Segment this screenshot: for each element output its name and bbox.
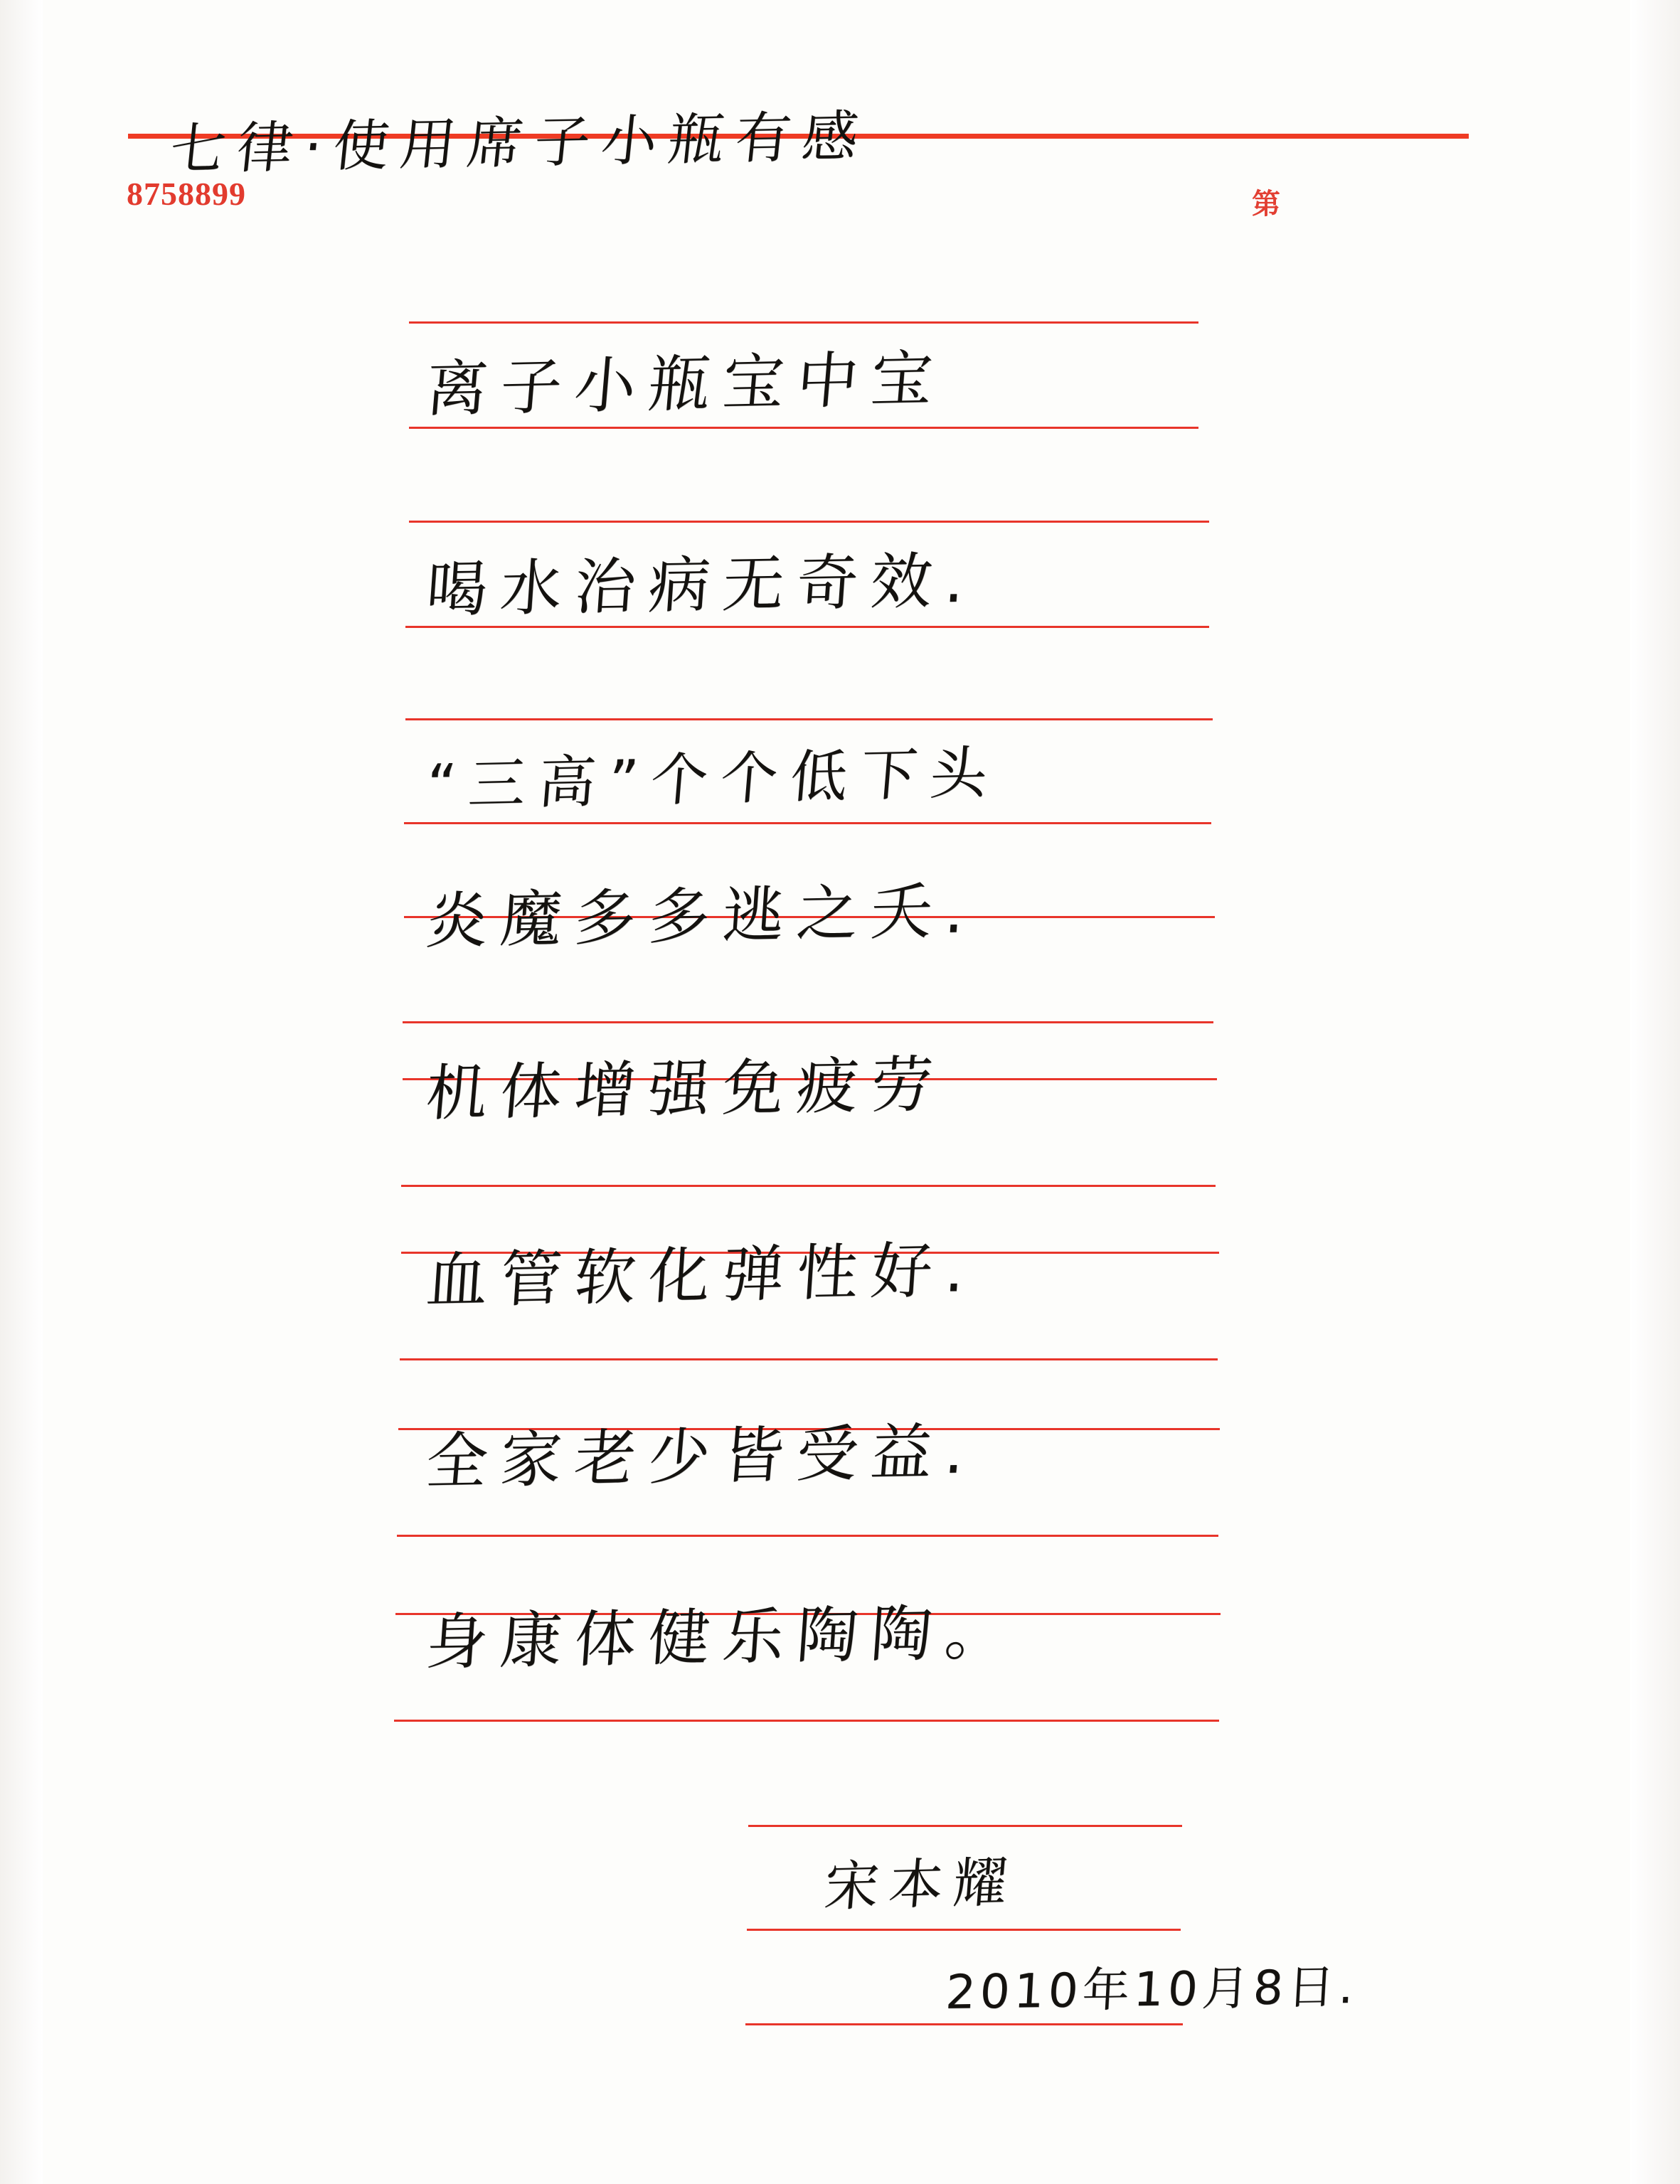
rule-line-1a	[409, 321, 1198, 324]
poem-line-5: 机体增强免疲劳	[422, 1049, 948, 1129]
rule-line-7b	[397, 1535, 1218, 1537]
rule-line-3b	[404, 822, 1211, 824]
page-edge-shadow-left	[0, 0, 43, 2184]
poem-line-4: 炎魔多多逃之夭.	[424, 875, 980, 957]
rule-line-8b	[394, 1720, 1219, 1722]
rule-line-6b	[400, 1358, 1218, 1360]
rule-line-1b	[409, 427, 1198, 429]
poem-line-7: 全家老少皆受益.	[423, 1416, 981, 1498]
poem-line-1: 离子小瓶宝中宝	[423, 343, 948, 425]
rule-line-4b	[403, 1021, 1213, 1023]
rule-line-3a	[405, 718, 1213, 720]
signature-date: 2010年10月8日.	[944, 1959, 1360, 2020]
poem-line-3: “三高”个个低下头	[423, 739, 1003, 819]
poem-line-8: 身康体健乐陶陶。	[423, 1597, 1022, 1678]
rule-line-2a	[409, 521, 1209, 523]
page-number-marker: 第	[1252, 188, 1280, 220]
poem-line-2: 喝水治病无奇效.	[423, 545, 980, 626]
rule-line-signature-a	[748, 1825, 1182, 1827]
rule-line-signature-b	[747, 1929, 1181, 1931]
signature-name: 宋本耀	[822, 1850, 1020, 1918]
serial-number: 8758899	[127, 176, 246, 212]
poem-line-6: 血管软化弹性好.	[424, 1234, 980, 1317]
rule-line-5b	[401, 1185, 1216, 1187]
rule-line-date	[745, 2023, 1183, 2025]
poem-title: 七律·使用席子小瓶有感	[166, 105, 873, 182]
page-edge-shadow-right	[1630, 0, 1680, 2184]
